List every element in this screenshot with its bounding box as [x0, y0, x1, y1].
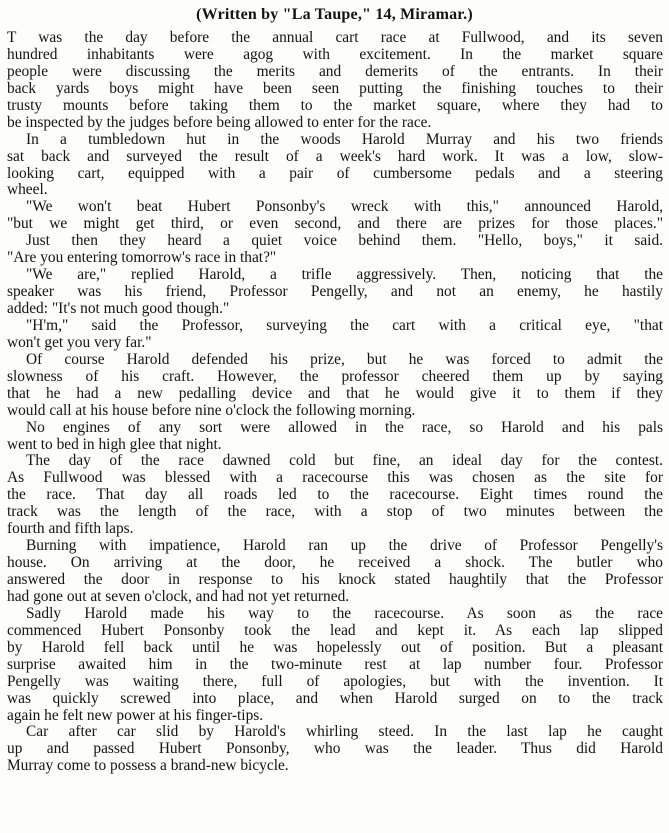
text-line: Burning with impatience, Harold ran up the drive of Professor Pengelly's — [26, 538, 663, 555]
text-line: trusty mounts before taking them to the market square, where they had to — [7, 97, 663, 114]
text-line: back yards boys might have been seen putting the finishing touches to their — [7, 80, 663, 97]
text-line: The day of the race dawned cold but fine, an ideal day for the contest. — [26, 453, 663, 470]
text-line: commenced Hubert Ponsonby took the lead and kept it. As each lap slipped — [7, 622, 663, 639]
text-line: "Are you entering tomorrow's race in that?" — [7, 250, 277, 267]
text-line: Just then they heard a quiet voice behind them. "Hello, boys," it said. — [26, 233, 663, 250]
text-line: had gone out at seven o'clock, and had not yet returned. — [7, 588, 350, 605]
text-line: added: "It's not much good though." — [7, 301, 230, 317]
text-line: hundred inhabitants were agog with excitement. In the market square — [7, 46, 663, 63]
text-line: "We are," replied Harold, a trifle aggressively. Then, noticing that the — [26, 267, 663, 284]
text-line: was quickly screwed into place, and when Harold surged on to the track — [7, 690, 663, 707]
text-line: up and passed Hubert Ponsonby, who was the leader. Thus did Harold — [7, 741, 663, 758]
text-line: track was the length of the race, with a stop of two minutes between the — [7, 504, 663, 521]
text-line: be inspected by the judges before being allowed to enter for the race. — [7, 114, 432, 131]
text-line: answered the door in response to his knock stated haughtily that the Professor — [7, 572, 663, 588]
byline: (Written by "La Taupe," 14, Miramar.) — [196, 6, 473, 23]
text-line: As Fullwood was blessed with a racecourse this was chosen as the site for — [7, 470, 663, 487]
text-line: Murray come to possess a brand-new bicycle. — [7, 758, 289, 775]
text-line: went to bed in high glee that night. — [7, 436, 222, 453]
text-line: by Harold fell back until he was hopelessly out of position. But a pleasant — [7, 639, 663, 656]
text-line: speaker was his friend, Professor Pengelly, and not an enemy, he hastily — [7, 284, 663, 301]
text-line: people were discussing the merits and demerits of the entrants. In their — [7, 63, 663, 80]
text-line: "but we might get third, or even second, and there are prizes for those places." — [7, 216, 663, 233]
text-line: Pengelly was waiting there, full of apologies, but with the invention. It — [7, 673, 663, 690]
text-line: that he had a new pedalling device and that he would give it to them if they — [7, 385, 663, 402]
text-line: looking cart, equipped with a pair of cumbersome pedals and a steering — [7, 165, 663, 182]
text-line: sat back and surveyed the result of a week's hard work. It was a low, slow- — [7, 148, 663, 165]
text-line: wheel. — [7, 182, 48, 199]
text-line: No engines of any sort were allowed in the race, so Harold and his pals — [26, 419, 663, 436]
text-line: surprise awaited him in the two-minute rest at lap number four. Professor — [7, 656, 663, 673]
text-line: house. On arriving at the door, he received a shock. The butler who — [7, 555, 663, 572]
text-line: again he felt new power at his finger-tips. — [7, 707, 264, 724]
text-line: slowness of his craft. However, the professor cheered them up by saying — [7, 368, 663, 385]
text-line: won't get you very far." — [7, 334, 152, 351]
text-line: would call at his house before nine o'clock the following morning. — [7, 402, 416, 419]
text-line: fourth and fifth laps. — [7, 521, 134, 538]
text-line: Sadly Harold made his way to the racecourse. As soon as the race — [26, 605, 663, 622]
text-line: T was the day before the annual cart race at Fullwood, and its seven — [7, 30, 663, 46]
story-text — [7, 30, 663, 775]
text-line: Car after car slid by Harold's whirling steed. In the last lap he caught — [26, 724, 663, 741]
text-line: In a tumbledown hut in the woods Harold Murray and his two friends — [26, 131, 663, 148]
text-line: "We won't beat Hubert Ponsonby's wreck with this," announced Harold, — [26, 199, 663, 216]
text-line: "H'm," said the Professor, surveying the cart with a critical eye, "that — [26, 317, 663, 334]
text-line: Of course Harold defended his prize, but he was forced to admit the — [26, 351, 663, 368]
text-line: the race. That day all roads led to the racecourse. Eight times round the — [7, 487, 663, 504]
